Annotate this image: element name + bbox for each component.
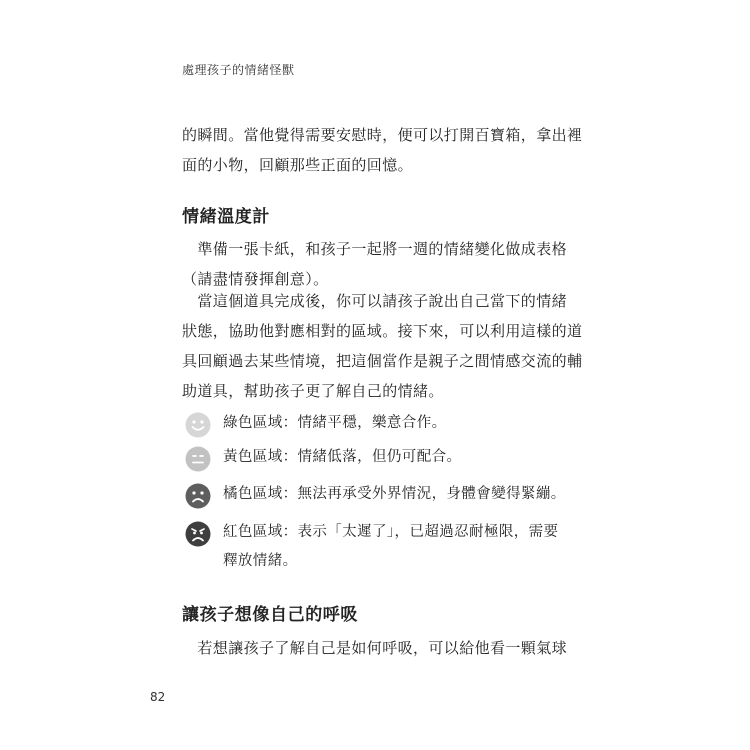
zone-text xyxy=(223,518,558,576)
text-line: 的瞬間。當他覺得需要安慰時，便可以打開百寶箱，拿出裡 xyxy=(182,126,583,144)
text-line: 當這個道具完成後，你可以請孩子說出自己當下的情緒 xyxy=(182,292,568,310)
frowning-face-icon xyxy=(185,483,211,509)
text-line: 若想讓孩子了解自己是如何呼吸，可以給他看一顆氣球 xyxy=(182,639,568,657)
text-line: 紅色區域：表示「太遲了」，已超過忍耐極限，需要 xyxy=(223,524,559,540)
section-heading-breathing: 讓孩子想像自己的呼吸 xyxy=(182,605,358,625)
intro-paragraph xyxy=(182,120,583,180)
text-line: 橘色區域：無法再承受外界情況，身體會變得緊繃。 xyxy=(223,486,566,502)
text-line: 綠色區域：情緒平穩，樂意合作。 xyxy=(223,415,447,431)
breathing-paragraph-1 xyxy=(182,633,572,663)
zone-item-green xyxy=(185,415,575,438)
zone-text xyxy=(223,480,566,509)
page-number: 82 xyxy=(150,690,166,704)
text-line: 準備一張卡紙，和孩子一起將一週的情緒變化做成表格 xyxy=(182,240,568,258)
neutral-face-icon xyxy=(185,446,211,472)
zone-text xyxy=(223,409,447,438)
text-line: 黃色區域：情緒低落，但仍可配合。 xyxy=(223,449,462,465)
zone-item-red xyxy=(185,524,575,576)
smiling-face-icon xyxy=(185,412,211,438)
text-line: 面的小物，回顧那些正面的回憶。 xyxy=(182,156,414,174)
zone-item-orange xyxy=(185,486,575,509)
text-line: （請盡情發揮創意）。 xyxy=(182,270,329,288)
face-circle xyxy=(186,484,211,509)
upset-face-icon xyxy=(185,521,211,547)
text-line: 狀態，協助他對應相對的區域。接下來，可以利用這樣的道 xyxy=(182,322,583,340)
thermometer-paragraph-2 xyxy=(182,286,583,406)
text-line: 助道具，幫助孩子更了解自己的情緒。 xyxy=(182,382,444,400)
face-circle xyxy=(186,413,211,438)
face-circle xyxy=(186,522,211,547)
zone-text xyxy=(223,443,461,472)
zone-item-yellow xyxy=(185,449,575,472)
face-circle xyxy=(186,447,211,472)
text-line: 具回顧過去某些情境，把這個當作是親子之間情感交流的輔 xyxy=(182,352,583,370)
thermometer-paragraph-1 xyxy=(182,234,572,294)
text-line: 釋放情緒。 xyxy=(223,553,298,569)
section-heading-thermometer: 情緒溫度計 xyxy=(182,207,270,227)
running-head: 處理孩子的情緒怪獸 xyxy=(182,63,295,77)
